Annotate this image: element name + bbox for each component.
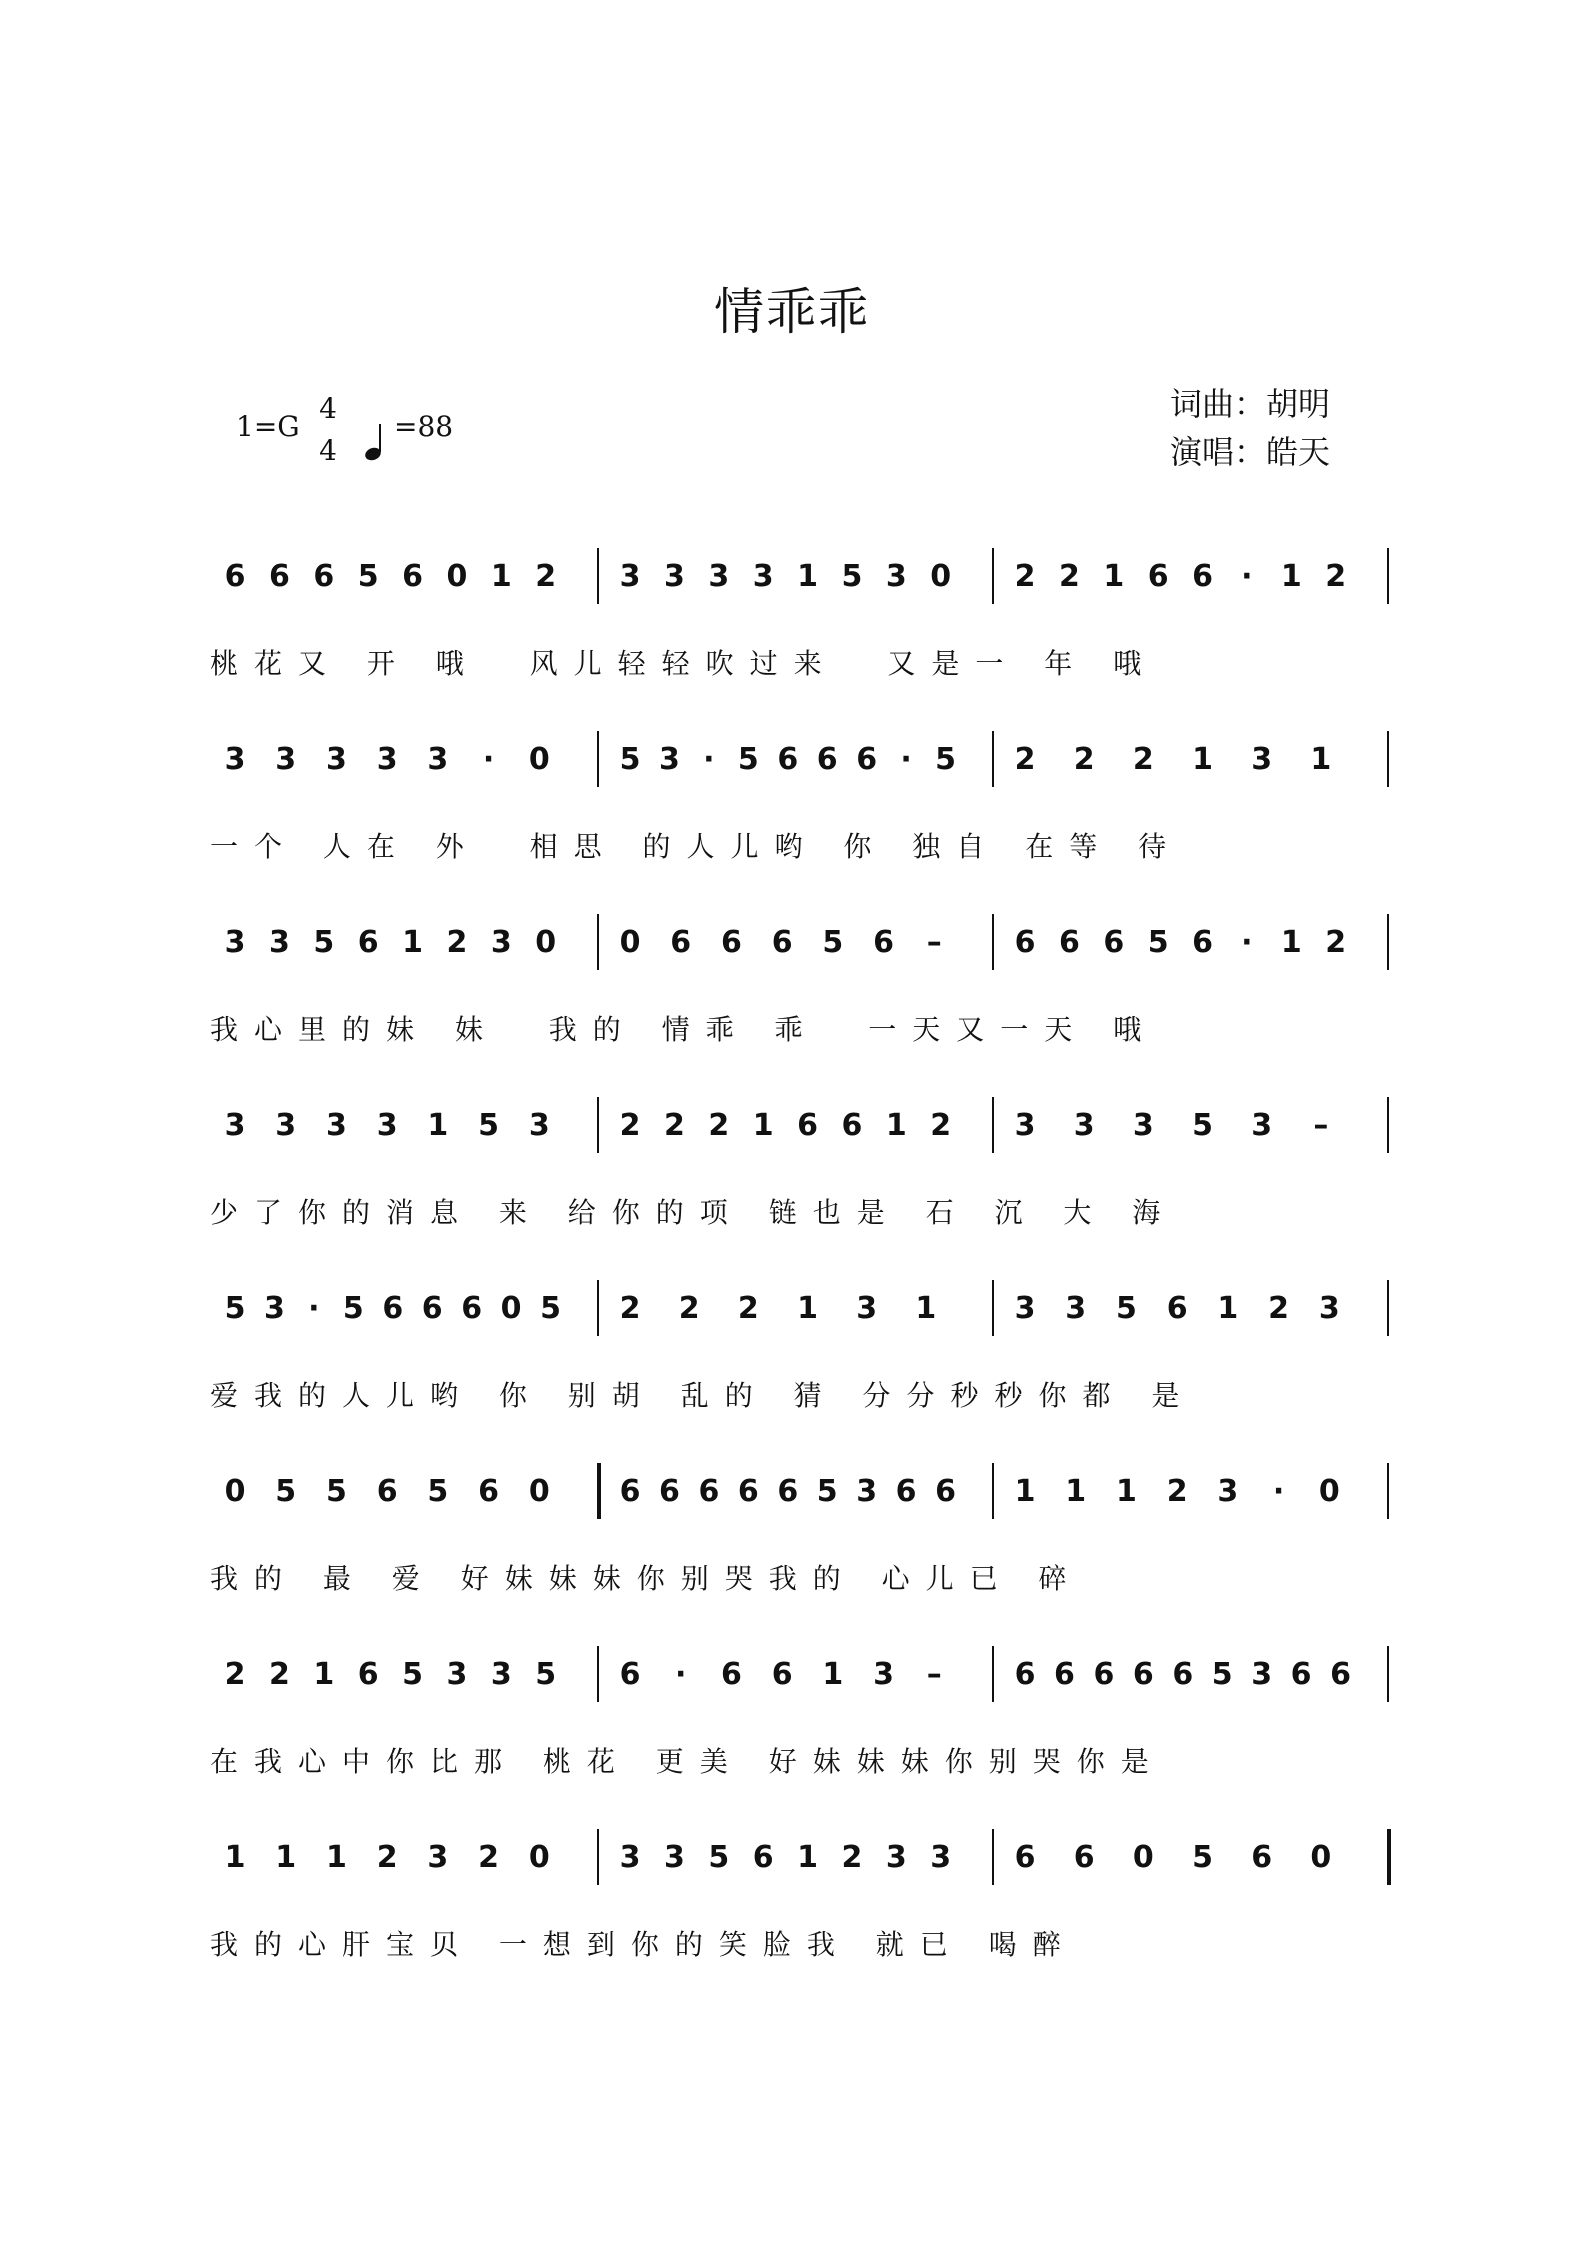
note: 3 — [619, 1840, 641, 1875]
barline — [992, 1097, 994, 1153]
note: 1 — [325, 1840, 347, 1875]
note: 6 — [1073, 1840, 1095, 1875]
note: 6 — [1147, 559, 1169, 594]
barline — [1387, 1646, 1389, 1702]
tempo-value: =88 — [394, 410, 454, 443]
barline — [597, 1097, 599, 1153]
note: 1 — [822, 1657, 844, 1692]
note: – — [926, 1657, 942, 1692]
note: 3 — [1217, 1474, 1239, 1509]
note: 5 — [619, 742, 641, 777]
note: 2 — [1325, 559, 1347, 594]
score-system — [0, 1109, 1584, 1229]
note: 6 — [382, 1291, 404, 1326]
note: 2 — [1268, 1291, 1289, 1326]
note: 6 — [777, 742, 799, 777]
note: 5 — [478, 1108, 499, 1143]
note: 1 — [427, 1108, 449, 1143]
barline — [992, 548, 994, 604]
note: 6 — [856, 742, 878, 777]
note: 1 — [1280, 559, 1302, 594]
note: 1 — [752, 1108, 774, 1143]
note: 6 — [421, 1291, 443, 1326]
note: 2 — [446, 925, 468, 960]
note: 6 — [1166, 1291, 1188, 1326]
final-repeat-barline — [1387, 1829, 1391, 1885]
note: 6 — [376, 1474, 398, 1509]
note: 5 — [708, 1840, 730, 1875]
note: 6 — [720, 925, 742, 960]
note: 6 — [402, 559, 423, 594]
note: 3 — [268, 925, 290, 960]
note: 5 — [535, 1657, 557, 1692]
note: 5 — [224, 1291, 246, 1326]
note: 1 — [275, 1840, 297, 1875]
note: 6 — [1054, 1657, 1075, 1692]
lyrics-line: 桃花又 开 哦 风儿轻轻吹过来 又是一 年 哦 — [210, 647, 1158, 680]
barline — [1387, 731, 1389, 787]
note: 5 — [1211, 1657, 1233, 1692]
barline — [992, 731, 994, 787]
note: 6 — [1192, 559, 1213, 594]
note: 3 — [856, 1291, 878, 1326]
note: 6 — [1014, 1840, 1036, 1875]
note: · — [675, 1657, 687, 1692]
note: 2 — [678, 1291, 700, 1326]
note: 6 — [461, 1291, 483, 1326]
note: 6 — [752, 1840, 774, 1875]
score-system — [0, 743, 1584, 863]
note: 5 — [427, 1474, 449, 1509]
note: 6 — [873, 925, 894, 960]
note: 3 — [708, 559, 730, 594]
note: 6 — [737, 1474, 759, 1509]
note: 3 — [856, 1474, 878, 1509]
note: 2 — [708, 1108, 730, 1143]
note: 3 — [1318, 1291, 1340, 1326]
note: · — [308, 1291, 320, 1326]
barline — [597, 548, 599, 604]
barline — [597, 1829, 599, 1885]
note: 3 — [490, 1657, 512, 1692]
barline — [597, 731, 599, 787]
time-signature-top: 4 — [319, 392, 337, 425]
barline — [1387, 1097, 1389, 1153]
note: 6 — [357, 925, 379, 960]
note: 2 — [1058, 559, 1080, 594]
note: 6 — [797, 1108, 818, 1143]
note: 5 — [275, 1474, 297, 1509]
note: 1 — [402, 925, 423, 960]
note: 2 — [535, 559, 557, 594]
note: 1 — [797, 1840, 818, 1875]
note: 2 — [268, 1657, 290, 1692]
note: 0 — [619, 925, 641, 960]
note: 5 — [935, 742, 956, 777]
note: 2 — [1014, 559, 1036, 594]
note: 1 — [1115, 1474, 1137, 1509]
note: 3 — [427, 742, 449, 777]
note: 3 — [1251, 1657, 1273, 1692]
note: 0 — [1318, 1474, 1340, 1509]
note: 0 — [528, 1474, 550, 1509]
note: 6 — [1014, 925, 1036, 960]
lyricist-composer: 词曲：胡明 — [1170, 385, 1331, 423]
note: 1 — [885, 1108, 907, 1143]
lyrics-line: 爱我的人儿哟 你 别胡 乱的 猜 分分秒秒你都 是 — [210, 1379, 1196, 1412]
note: 6 — [478, 1474, 499, 1509]
note: 3 — [885, 1840, 907, 1875]
note: 0 — [535, 925, 557, 960]
note: 6 — [1251, 1840, 1273, 1875]
lyrics-line: 一个 人在 外 相思 的人儿哟 你 独自 在等 待 — [210, 830, 1183, 863]
tempo-marking — [364, 410, 453, 443]
note: 6 — [1058, 925, 1080, 960]
note: 6 — [771, 1657, 793, 1692]
note: 3 — [325, 1108, 347, 1143]
note: 1 — [1280, 925, 1302, 960]
note: 3 — [427, 1840, 449, 1875]
singer: 演唱：皓天 — [1170, 433, 1331, 471]
barline — [992, 1463, 994, 1519]
note: 0 — [500, 1291, 522, 1326]
note: 3 — [275, 1108, 297, 1143]
note: 6 — [895, 1474, 917, 1509]
note: 2 — [1166, 1474, 1188, 1509]
note: 6 — [771, 925, 793, 960]
note: 3 — [224, 742, 246, 777]
note: · — [1241, 559, 1253, 594]
barline — [992, 914, 994, 970]
time-signature-bottom: 4 — [319, 434, 337, 467]
note: 3 — [224, 925, 246, 960]
note: 6 — [1290, 1657, 1312, 1692]
note: 0 — [930, 559, 952, 594]
note: 5 — [402, 1657, 423, 1692]
note: 2 — [619, 1291, 641, 1326]
note: 2 — [737, 1291, 759, 1326]
note: 0 — [528, 742, 550, 777]
note: 3 — [275, 742, 297, 777]
note: 2 — [930, 1108, 952, 1143]
lyrics-line: 我的心肝宝贝 一想到你的笑脸我 就已 喝醉 — [210, 1928, 1077, 1961]
note: 6 — [1192, 925, 1213, 960]
note: 0 — [1132, 1840, 1154, 1875]
score-system — [0, 1841, 1584, 1961]
barline — [992, 1829, 994, 1885]
note: 6 — [268, 559, 290, 594]
note: 6 — [224, 559, 246, 594]
note: 2 — [1014, 742, 1036, 777]
note: 1 — [915, 1291, 937, 1326]
note: 2 — [1132, 742, 1154, 777]
note: 3 — [1251, 742, 1273, 777]
note: 5 — [313, 925, 335, 960]
note: 6 — [670, 925, 692, 960]
note: 3 — [1014, 1108, 1036, 1143]
note: 2 — [619, 1108, 641, 1143]
note: 1 — [1192, 742, 1213, 777]
note: · — [703, 742, 715, 777]
note: 1 — [797, 1291, 818, 1326]
score-system — [0, 1292, 1584, 1412]
note: 6 — [659, 1474, 680, 1509]
note: 3 — [930, 1840, 952, 1875]
note: 1 — [1065, 1474, 1087, 1509]
note: 3 — [528, 1108, 550, 1143]
note: 2 — [663, 1108, 685, 1143]
note: 3 — [659, 742, 680, 777]
note: 5 — [841, 559, 863, 594]
note: 5 — [822, 925, 844, 960]
note: 5 — [1115, 1291, 1137, 1326]
note: 1 — [224, 1840, 246, 1875]
lyrics-line: 我心里的妹 妹 我的 情乖 乖 一天又一天 哦 — [210, 1013, 1158, 1046]
note: 5 — [1147, 925, 1169, 960]
note: 6 — [1132, 1657, 1154, 1692]
lyrics-line: 在我心中你比那 桃花 更美 好妹妹妹你别哭你是 — [210, 1745, 1165, 1778]
note: 6 — [720, 1657, 742, 1692]
note: 5 — [357, 559, 379, 594]
note: 3 — [376, 1108, 398, 1143]
note: 6 — [313, 559, 335, 594]
note: 6 — [935, 1474, 956, 1509]
note: 1 — [797, 559, 818, 594]
note: 6 — [357, 1657, 379, 1692]
note: 3 — [490, 925, 512, 960]
note: – — [926, 925, 942, 960]
barline — [1387, 1463, 1389, 1519]
note: 2 — [1325, 925, 1347, 960]
note: · — [1241, 925, 1253, 960]
score-system — [0, 560, 1584, 680]
note: 0 — [1310, 1840, 1332, 1875]
note: 3 — [446, 1657, 468, 1692]
note: 0 — [446, 559, 468, 594]
lyrics-line: 我的 最 爱 好妹妹妹你别哭我的 心儿已 碎 — [210, 1562, 1083, 1595]
note: 1 — [1217, 1291, 1239, 1326]
note: 0 — [224, 1474, 246, 1509]
note: 1 — [1014, 1474, 1036, 1509]
note: 3 — [663, 559, 685, 594]
score-system — [0, 1658, 1584, 1778]
note: 1 — [490, 559, 512, 594]
note: 5 — [342, 1291, 364, 1326]
note: 1 — [1310, 742, 1332, 777]
barline — [1387, 1280, 1389, 1336]
note: 3 — [1251, 1108, 1273, 1143]
note: · — [900, 742, 912, 777]
note: 3 — [752, 559, 774, 594]
note: 6 — [619, 1474, 641, 1509]
note: 3 — [264, 1291, 285, 1326]
barline — [597, 1280, 599, 1336]
note: · — [482, 742, 495, 777]
barline — [597, 914, 599, 970]
note: 3 — [663, 1840, 685, 1875]
note: 2 — [224, 1657, 246, 1692]
note: 6 — [1014, 1657, 1036, 1692]
note: 3 — [619, 559, 641, 594]
note: 6 — [698, 1474, 720, 1509]
barline — [597, 1646, 599, 1702]
note: 1 — [313, 1657, 335, 1692]
key-signature: 1=G — [236, 410, 300, 443]
note: 3 — [1065, 1291, 1087, 1326]
note: 5 — [816, 1474, 838, 1509]
note: 3 — [376, 742, 398, 777]
barline — [1387, 548, 1389, 604]
note: 3 — [1014, 1291, 1036, 1326]
note: 5 — [737, 742, 759, 777]
note: 3 — [224, 1108, 246, 1143]
score-system — [0, 1475, 1584, 1595]
note: 5 — [325, 1474, 347, 1509]
note: 2 — [376, 1840, 398, 1875]
barline — [992, 1280, 994, 1336]
lyrics-line: 少了你的消息 来 给你的项 链也是 石 沉 大 海 — [210, 1196, 1177, 1229]
note: 3 — [873, 1657, 894, 1692]
note: 6 — [1330, 1657, 1351, 1692]
note: 3 — [1073, 1108, 1095, 1143]
note: 6 — [816, 742, 838, 777]
key-tempo-info — [236, 392, 496, 478]
note: 6 — [1093, 1657, 1115, 1692]
barline — [1387, 914, 1389, 970]
note: 5 — [1192, 1840, 1213, 1875]
note: 3 — [885, 559, 907, 594]
note: 5 — [1192, 1108, 1213, 1143]
note: 6 — [1172, 1657, 1194, 1692]
note: 6 — [777, 1474, 799, 1509]
note: 3 — [1132, 1108, 1154, 1143]
score-system — [0, 926, 1584, 1046]
note: 3 — [325, 742, 347, 777]
note: 6 — [619, 1657, 641, 1692]
note: 5 — [540, 1291, 561, 1326]
barline — [992, 1646, 994, 1702]
note: 0 — [528, 1840, 550, 1875]
note: – — [1313, 1108, 1329, 1143]
song-title: 情乖乖 — [714, 283, 870, 341]
note: 2 — [841, 1840, 863, 1875]
note: 1 — [1103, 559, 1125, 594]
note: 6 — [1103, 925, 1125, 960]
note: 6 — [841, 1108, 863, 1143]
note: 2 — [478, 1840, 499, 1875]
note: 2 — [1073, 742, 1095, 777]
time-signature — [312, 388, 344, 472]
repeat-barline — [597, 1463, 601, 1519]
note: · — [1272, 1474, 1285, 1509]
credits — [1170, 380, 1330, 476]
